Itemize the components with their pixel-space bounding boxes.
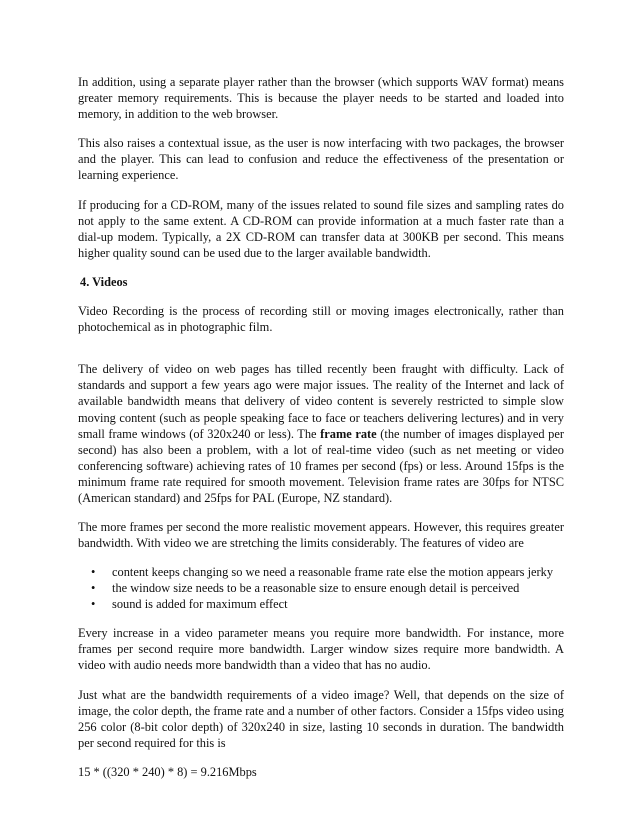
frame-rate-term: frame rate [320, 426, 377, 441]
section-heading-videos: 4. Videos [80, 274, 128, 289]
paragraph-bandwidth-increase: Every increase in a video parameter means you require more bandwidth. For instance, more frames per second require more bandwidth. Larger window sizes require more bandwidth. A video with audio needs more bandwidth than a video that has no audio. [78, 626, 564, 673]
list-item [78, 580, 564, 596]
paragraph-video-delivery-part1: The delivery of video on web pages has tilled recently been fraught with difficulty. Lack of standards and support a few years ago were major issues. The reality of the Internet and lack of available bandwidth means that delivery of video content is severely restricted to simple slow moving content (such as people speaking face to face or teachers delivering lectures) and in very small frame windows (of 320x240 or less). The [78, 362, 564, 441]
paragraph-video-recording: Video Recording is the process of recording still or moving images electronically, rather than photochemical as in photographic film. [78, 304, 564, 335]
paragraph-cd-rom: If producing for a CD-ROM, many of the issues related to sound file sizes and sampling rates do not apply to the same extent. A CD-ROM can provide information at a much faster rate than a dial-up modem. Typically, a 2X CD-ROM can transfer data at 300KB per second. This means higher quality sound can be used due to the larger available bandwidth. [78, 197, 564, 260]
bullet-icon: • [91, 565, 96, 580]
list-item [78, 564, 564, 580]
bandwidth-formula: 15 * ((320 * 240) * 8) = 9.216Mbps [78, 764, 257, 779]
paragraph-player-memory: In addition, using a separate player rather than the browser (which supports WAV format) means greater memory requirements. This is because the player needs to be started and loaded into memory, in addition to the web browser. [78, 75, 564, 122]
paragraph-contextual-issue: This also raises a contextual issue, as the user is now interfacing with two packages, the browser and the player. This can lead to confusion and reduce the effectiveness of the presentation or learning experience. [78, 136, 564, 183]
paragraph-video-delivery-part2: (the number of images displayed per second) has also been a problem, with a lot of real-time video (such as net meeting or video conferencing software) achieving rates of 10 frames per second (fps) or less. Around 15fps is the minimum frame rate required for smooth movement. Television frame rates are 30fps for NTSC (American standard) and 25fps for PAL (Europe, NZ standard). [78, 426, 564, 505]
paragraph-video-delivery [78, 361, 564, 506]
paragraph-frames-per-second: The more frames per second the more realistic movement appears. However, this requires greater bandwidth. With video we are stretching the limits considerably. The features of video are [78, 520, 564, 551]
bullet-icon: • [91, 597, 96, 612]
list-item-text: content keeps changing so we need a reasonable frame rate else the motion appears jerky [112, 565, 554, 580]
list-item-text: the window size needs to be a reasonable size to ensure enough detail is perceived [112, 581, 520, 596]
list-item-text: sound is added for maximum effect [112, 597, 288, 612]
video-features-list [78, 564, 564, 612]
paragraph-bandwidth-requirements: Just what are the bandwidth requirements of a video image? Well, that depends on the size of image, the color depth, the frame rate and a number of other factors. Consider a 15fps video using 256 color (8-bit color depth) of 320x240 in size, lasting 10 seconds in duration. The bandwidth per second required for this is [78, 687, 564, 750]
list-item [78, 596, 564, 612]
bullet-icon: • [91, 581, 96, 596]
document-page [78, 74, 564, 780]
